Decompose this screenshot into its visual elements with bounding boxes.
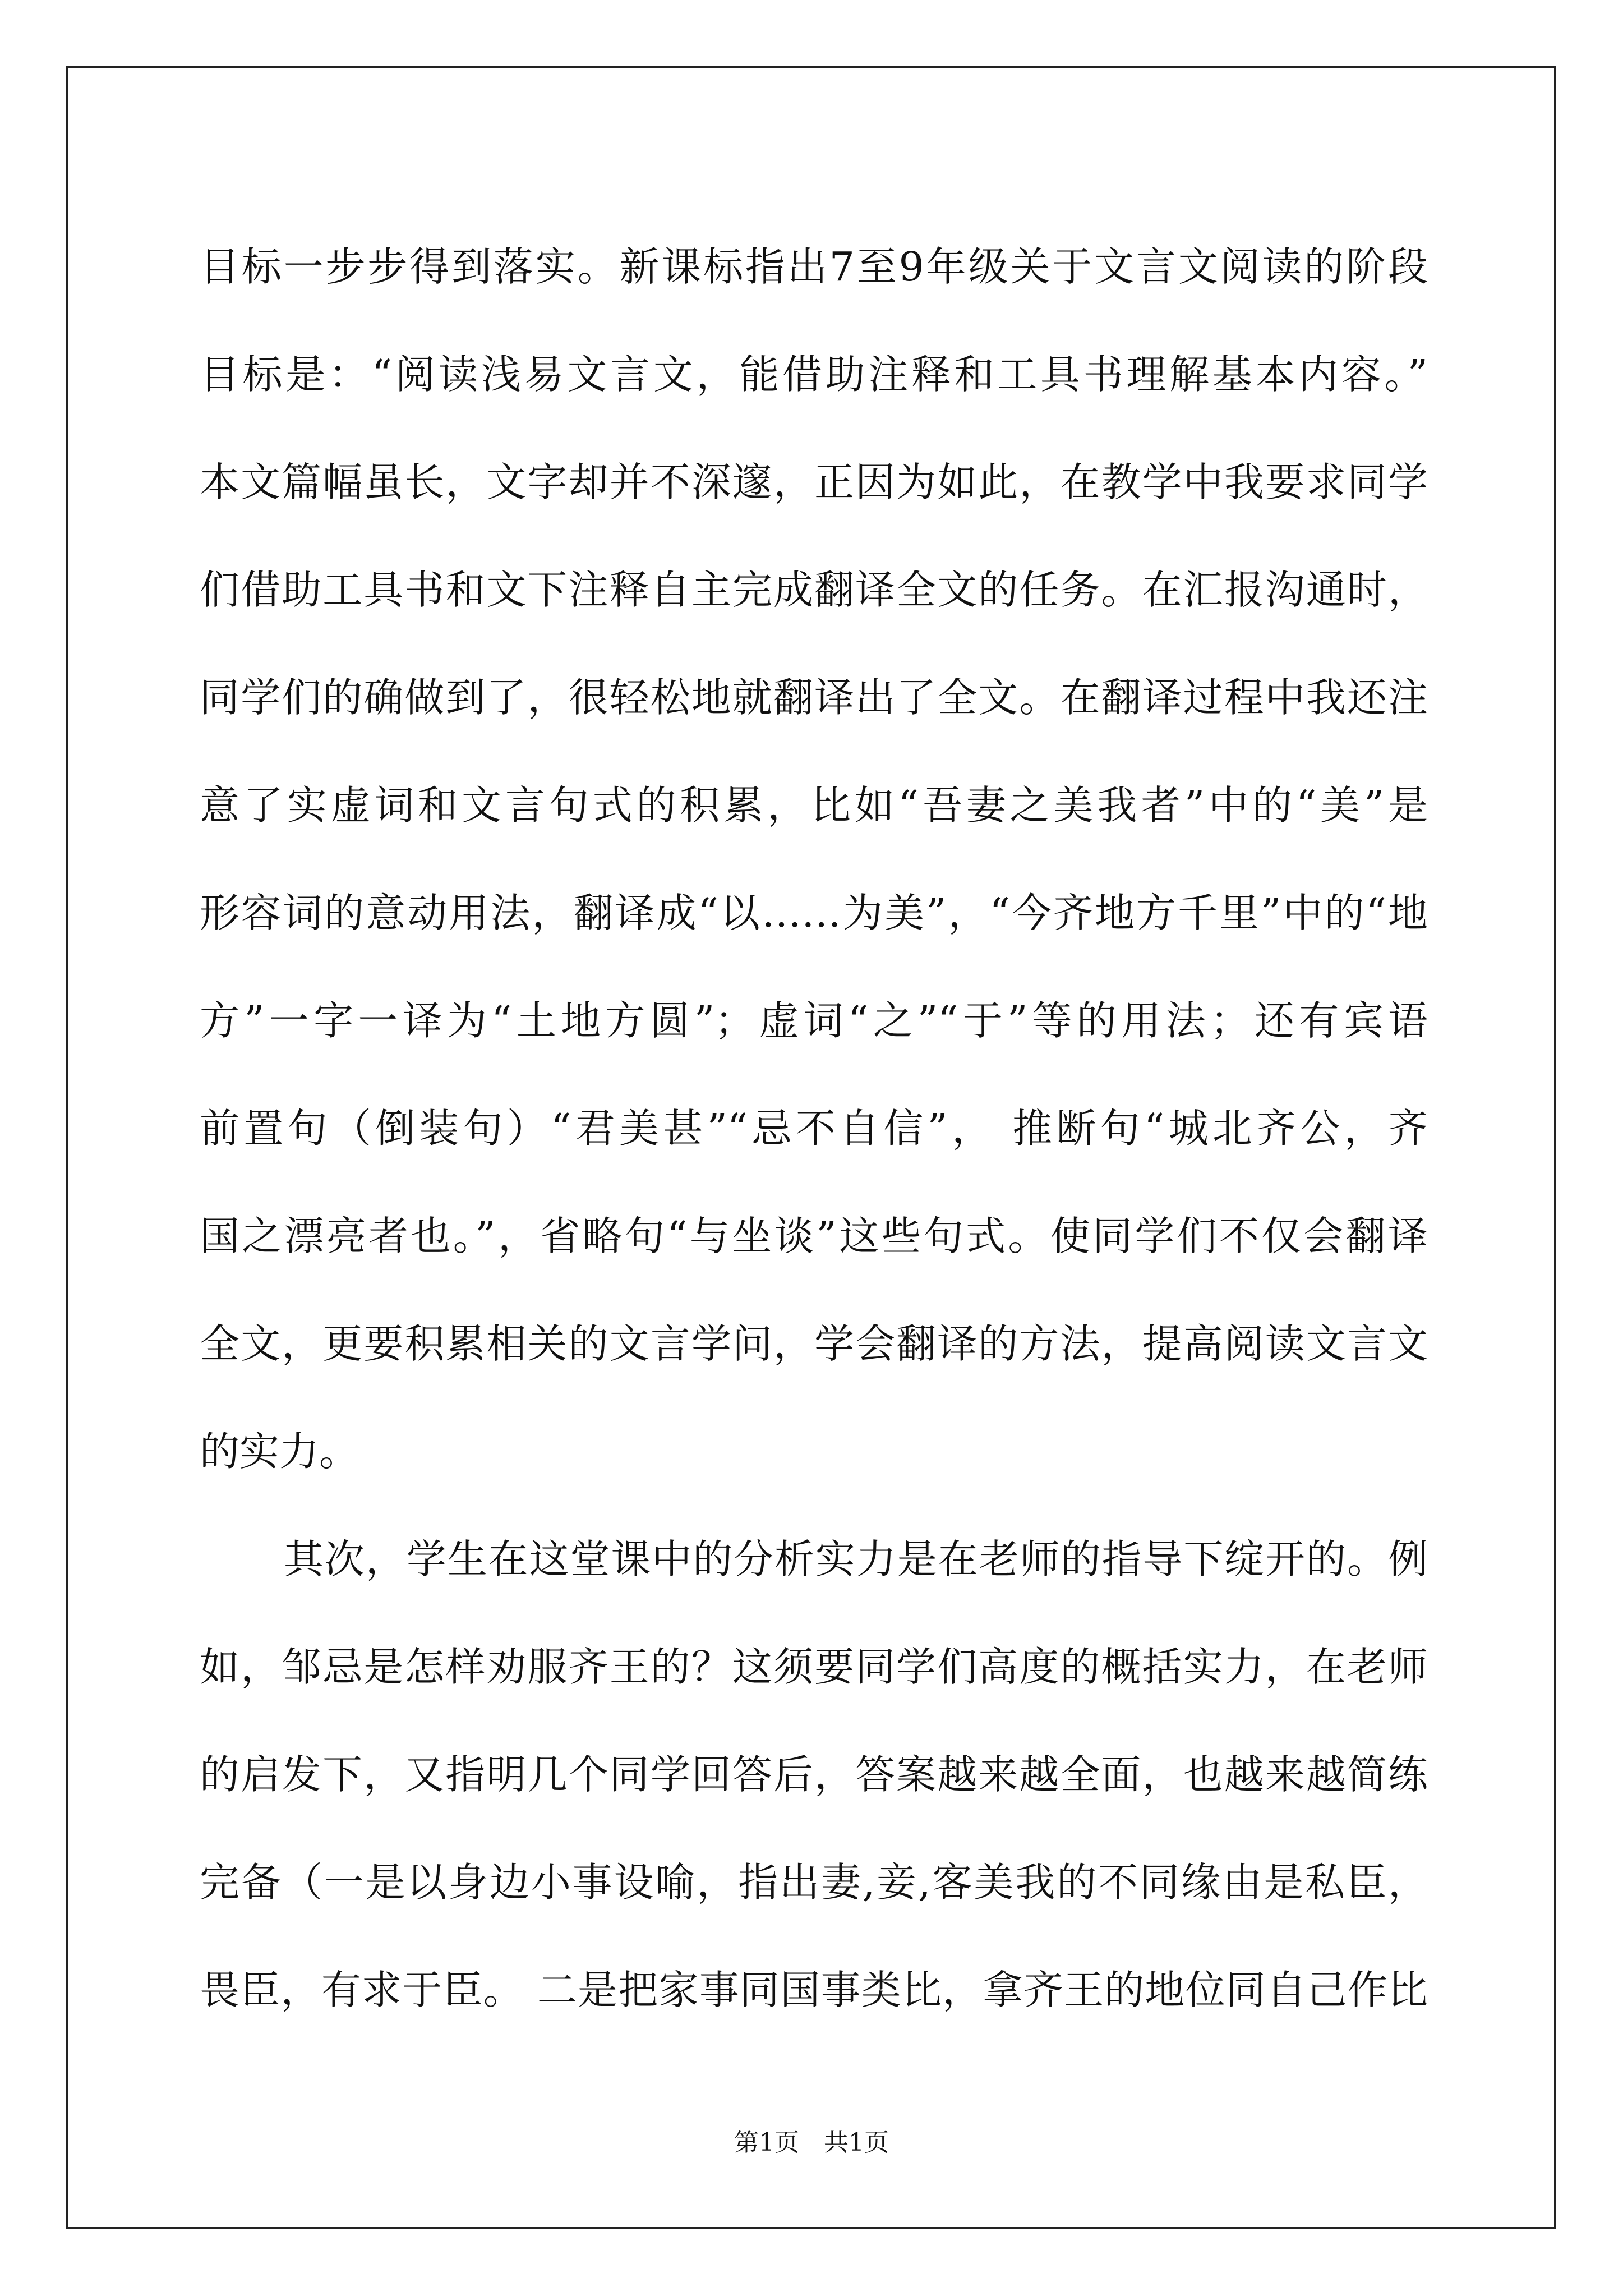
- paragraph-first-line: 其次，学生在这堂课中的分析实力是在老师的指导下绽开的。例: [284, 1536, 1428, 1582]
- text-line: 目标一步步得到落实。新课标指出7至9年级关于文言文阅读的阶段: [200, 243, 1428, 290]
- text-line: 的实力。: [200, 1428, 359, 1475]
- text-line: 本文篇幅虽长，文字却并不深邃，正因为如此，在教学中我要求同学: [200, 459, 1428, 505]
- text-line: 前置句（倒装句）“君美甚”“忌不自信”， 推断句“城北齐公，齐: [200, 1105, 1428, 1152]
- text-line: 全文，更要积累相关的文言学问，学会翻译的方法，提高阅读文言文: [200, 1320, 1428, 1367]
- text-line: 国之漂亮者也。”，省略句“与坐谈”这些句式。使同学们不仅会翻译: [200, 1213, 1428, 1259]
- text-line: 目标是：“阅读浅易文言文，能借助注释和工具书理解基本内容。”: [200, 351, 1428, 398]
- text-line: 如，邹忌是怎样劝服齐王的？这须要同学们高度的概括实力，在老师: [200, 1644, 1428, 1690]
- text-line: 完备（一是以身边小事设喻，指出妻,妾,客美我的不同缘由是私臣，: [200, 1859, 1428, 1906]
- page-footer: 第1页 共1页: [734, 2128, 889, 2157]
- text-line: 同学们的确做到了，很轻松地就翻译出了全文。在翻译过程中我还注: [200, 674, 1428, 721]
- text-line: 形容词的意动用法，翻译成“以……为美”，“今齐地方千里”中的“地: [200, 890, 1428, 936]
- text-line: 畏臣，有求于臣。 二是把家事同国事类比，拿齐王的地位同自己作比: [200, 1967, 1428, 2013]
- text-line: 方”一字一译为“土地方圆”；虚词“之”“于”等的用法；还有宾语: [200, 997, 1428, 1044]
- text-line: 们借助工具书和文下注释自主完成翻译全文的任务。在汇报沟通时，: [200, 567, 1428, 613]
- document-body: [200, 213, 1428, 2044]
- text-line: 的启发下，又指明几个同学回答后，答案越来越全面，也越来越简练: [200, 1751, 1428, 1798]
- text-line: 意了实虚词和文言句式的积累，比如“吾妻之美我者”中的“美”是: [200, 782, 1428, 829]
